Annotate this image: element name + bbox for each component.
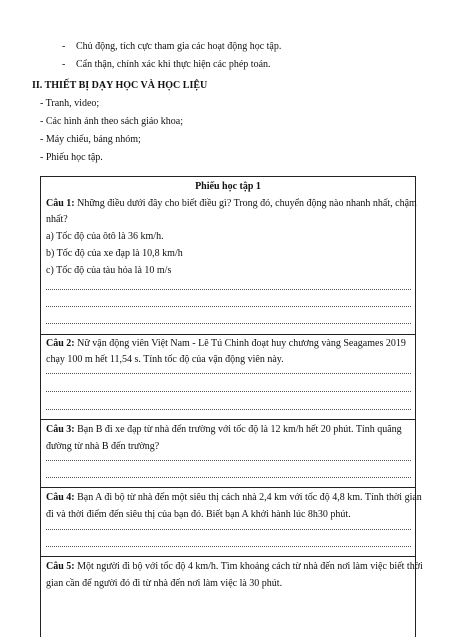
question-label: Câu 1:	[46, 198, 75, 209]
resource-item: - Tranh, video;	[40, 98, 100, 109]
question-separator	[41, 334, 415, 335]
goal-dash: -	[62, 41, 66, 52]
option-a: a) Tốc độ của ôtô là 36 km/h.	[46, 231, 164, 242]
question-text: Bạn A đi bộ từ nhà đến một siêu thị cách nhà 2,4 km với tốc độ 4,8 km. Tính thời gian	[74, 492, 422, 503]
question-text-cont: chạy 100 m hết 11,54 s. Tính tốc độ của vận động viên này.	[46, 354, 284, 365]
question-label: Câu 4:	[46, 492, 75, 503]
question-text-cont: đường từ nhà B đến trường?	[46, 441, 160, 452]
question-4	[46, 491, 422, 505]
option-b: b) Tốc độ của xe đạp là 10,8 km/h	[46, 248, 183, 259]
resource-item: - Các hình ảnh theo sách giáo khoa;	[40, 116, 184, 127]
question-text: Bạn B đi xe đạp từ nhà đến trường với tốc độ là 12 km/h hết 20 phút. Tính quãng	[74, 424, 402, 435]
answer-line	[46, 546, 411, 547]
answer-line	[46, 391, 411, 392]
answer-line	[46, 529, 411, 530]
question-text: Nữ vận động viên Việt Nam - Lê Tú Chinh đoạt huy chương vàng Seagames 2019	[74, 338, 406, 349]
question-1	[46, 197, 417, 211]
goal-text: Chủ động, tích cực tham gia các hoạt động học tập.	[76, 41, 282, 52]
answer-line	[46, 373, 411, 374]
answer-line	[46, 289, 411, 290]
resource-item: - Phiếu học tập.	[40, 152, 103, 163]
question-separator	[41, 487, 415, 488]
resource-item: - Máy chiếu, bảng nhóm;	[40, 134, 141, 145]
question-text-cont: đi và thời điểm đến siêu thị của bạn đó. Biết bạn A khởi hành lúc 8h30 phút.	[46, 509, 351, 520]
question-text: Những điều dưới đây cho biết điều gì? Trong đó, chuyển động nào nhanh nhất, chậm	[74, 198, 417, 209]
question-text-cont: nhất?	[46, 214, 68, 225]
question-2	[46, 337, 411, 351]
goal-text: Cẩn thận, chính xác khi thực hiện các phép toán.	[76, 59, 271, 70]
option-c: c) Tốc độ của tàu hỏa là 10 m/s	[46, 265, 172, 276]
question-label: Câu 5:	[46, 561, 75, 572]
worksheet-title: Phiếu học tập 1	[195, 181, 261, 192]
question-text: Một người đi bộ với tốc độ 4 km/h. Tìm khoảng cách từ nhà đến nơi làm việc biết thời	[74, 561, 423, 572]
question-label: Câu 3:	[46, 424, 75, 435]
answer-line	[46, 460, 411, 461]
goal-dash: -	[62, 59, 66, 70]
question-text-cont: gian cần để người đó đi từ nhà đến nơi làm việc là 30 phút.	[46, 578, 283, 589]
question-separator	[41, 419, 415, 420]
answer-line	[46, 323, 411, 324]
question-5	[46, 560, 423, 574]
answer-line	[46, 409, 411, 410]
question-3	[46, 423, 411, 437]
worksheet-box	[40, 176, 423, 637]
section-title: II. THIẾT BỊ DẠY HỌC VÀ HỌC LIỆU	[32, 80, 208, 91]
question-separator	[41, 556, 415, 557]
question-label: Câu 2:	[46, 338, 75, 349]
answer-line	[46, 477, 411, 478]
answer-line	[46, 306, 411, 307]
